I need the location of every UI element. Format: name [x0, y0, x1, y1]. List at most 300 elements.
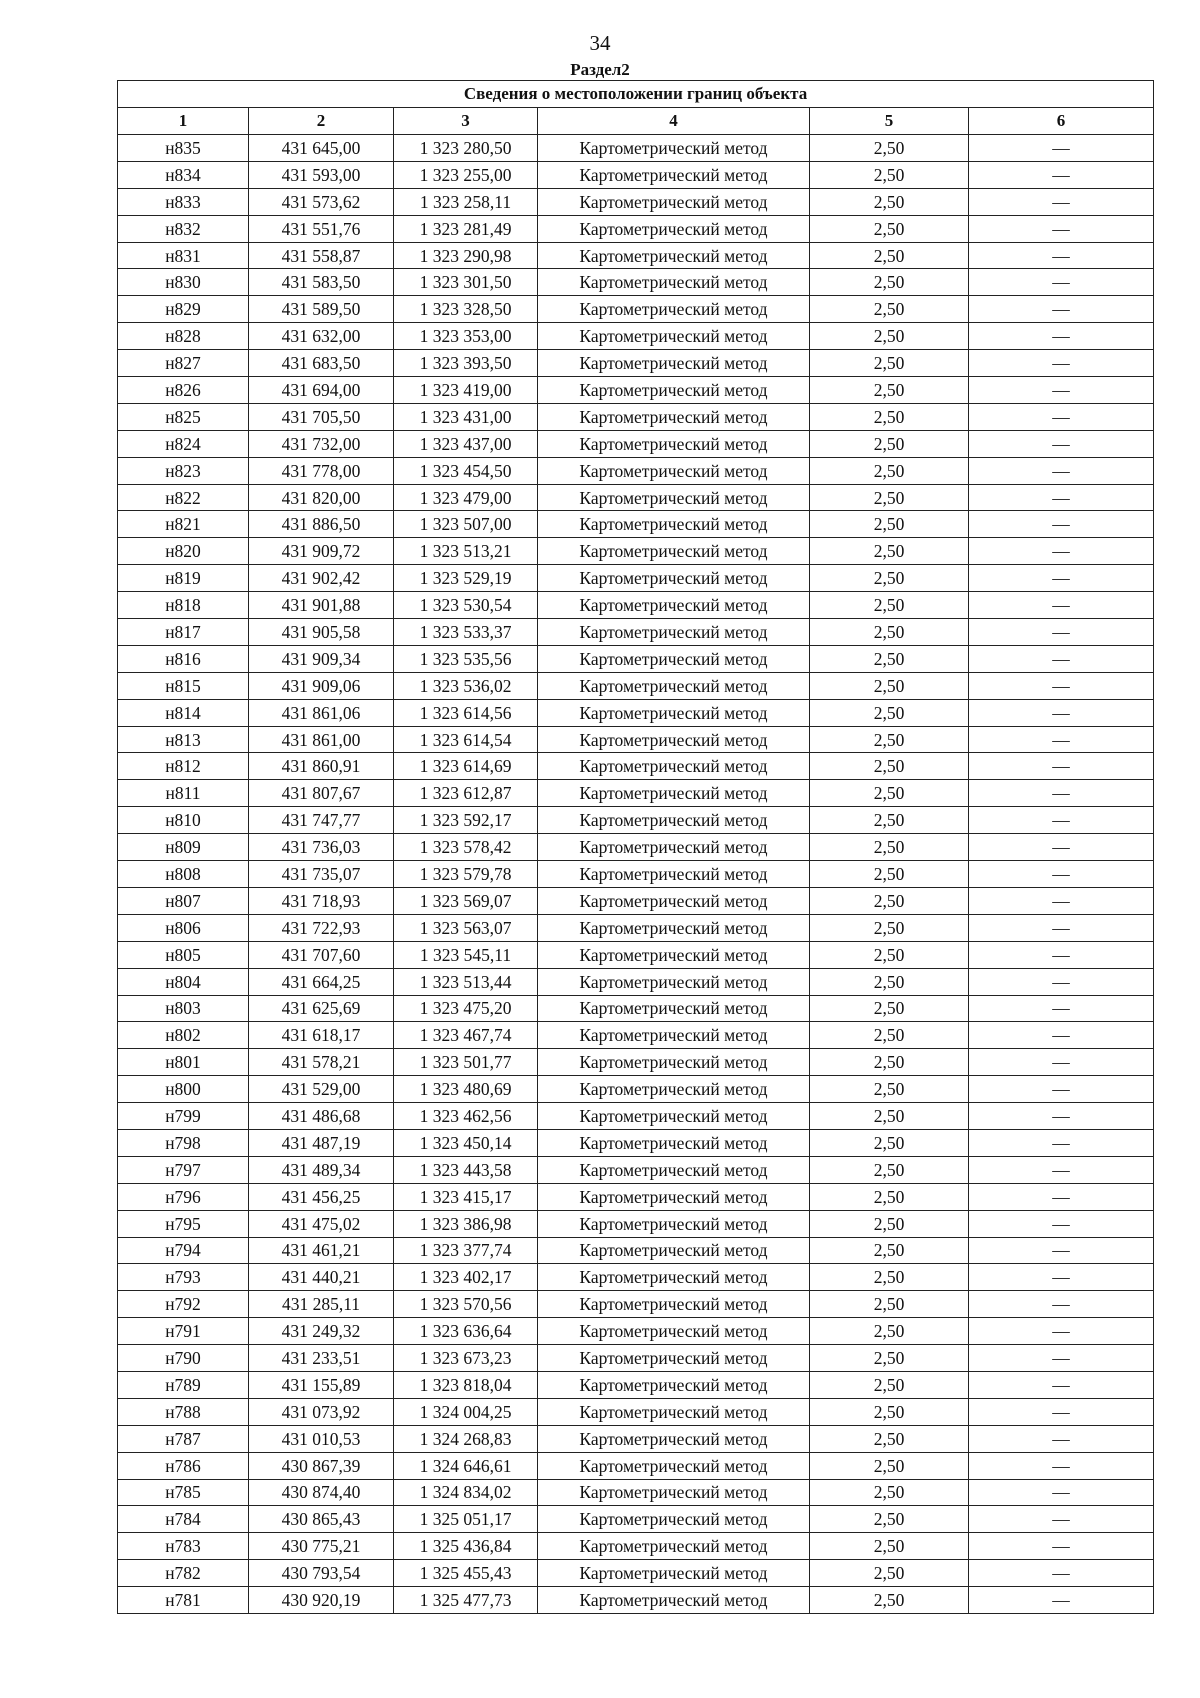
accuracy-cell: 2,50	[810, 403, 969, 430]
accuracy-cell: 2,50	[810, 1022, 969, 1049]
y-coordinate-cell: 1 323 415,17	[394, 1183, 538, 1210]
point-name-cell: н819	[118, 565, 249, 592]
x-coordinate-cell: 431 664,25	[249, 968, 394, 995]
method-cell: Картометрический метод	[538, 1479, 810, 1506]
method-cell: Картометрический метод	[538, 1587, 810, 1614]
table-row	[118, 323, 1154, 350]
point-name-cell: н812	[118, 753, 249, 780]
x-coordinate-cell: 431 489,34	[249, 1156, 394, 1183]
description-cell: —	[969, 457, 1154, 484]
table-row	[118, 807, 1154, 834]
y-coordinate-cell: 1 324 646,61	[394, 1452, 538, 1479]
method-cell: Картометрический метод	[538, 403, 810, 430]
point-name-cell: н798	[118, 1129, 249, 1156]
method-cell: Картометрический метод	[538, 861, 810, 888]
description-cell: —	[969, 538, 1154, 565]
description-cell: —	[969, 1022, 1154, 1049]
description-cell: —	[969, 403, 1154, 430]
method-cell: Картометрический метод	[538, 672, 810, 699]
accuracy-cell: 2,50	[810, 1533, 969, 1560]
description-cell: —	[969, 484, 1154, 511]
description-cell: —	[969, 699, 1154, 726]
table-row	[118, 350, 1154, 377]
table-row	[118, 161, 1154, 188]
accuracy-cell: 2,50	[810, 242, 969, 269]
description-cell: —	[969, 807, 1154, 834]
method-cell: Картометрический метод	[538, 780, 810, 807]
page-number: 34	[589, 31, 611, 55]
table-row	[118, 672, 1154, 699]
table-row	[118, 780, 1154, 807]
accuracy-cell: 2,50	[810, 995, 969, 1022]
table-row	[118, 511, 1154, 538]
table-row	[118, 1210, 1154, 1237]
table-row	[118, 995, 1154, 1022]
x-coordinate-cell: 430 775,21	[249, 1533, 394, 1560]
x-coordinate-cell: 431 589,50	[249, 296, 394, 323]
y-coordinate-cell: 1 323 535,56	[394, 645, 538, 672]
point-name-cell: н785	[118, 1479, 249, 1506]
point-name-cell: н797	[118, 1156, 249, 1183]
table-row	[118, 1452, 1154, 1479]
accuracy-cell: 2,50	[810, 430, 969, 457]
x-coordinate-cell: 431 625,69	[249, 995, 394, 1022]
point-name-cell: н834	[118, 161, 249, 188]
accuracy-cell: 2,50	[810, 592, 969, 619]
y-coordinate-cell: 1 324 834,02	[394, 1479, 538, 1506]
table-row	[118, 215, 1154, 242]
x-coordinate-cell: 431 551,76	[249, 215, 394, 242]
table-row	[118, 1398, 1154, 1425]
description-cell: —	[969, 215, 1154, 242]
table-row	[118, 1533, 1154, 1560]
x-coordinate-cell: 431 618,17	[249, 1022, 394, 1049]
y-coordinate-cell: 1 323 258,11	[394, 188, 538, 215]
description-cell: —	[969, 1318, 1154, 1345]
table-row	[118, 887, 1154, 914]
table-row	[118, 834, 1154, 861]
column-number: 3	[394, 108, 538, 135]
accuracy-cell: 2,50	[810, 161, 969, 188]
y-coordinate-cell: 1 323 454,50	[394, 457, 538, 484]
accuracy-cell: 2,50	[810, 188, 969, 215]
accuracy-cell: 2,50	[810, 807, 969, 834]
x-coordinate-cell: 431 718,93	[249, 887, 394, 914]
point-name-cell: н823	[118, 457, 249, 484]
y-coordinate-cell: 1 323 501,77	[394, 1049, 538, 1076]
accuracy-cell: 2,50	[810, 753, 969, 780]
method-cell: Картометрический метод	[538, 484, 810, 511]
boundary-coordinates-table	[117, 80, 1154, 1614]
accuracy-cell: 2,50	[810, 565, 969, 592]
description-cell: —	[969, 1103, 1154, 1130]
method-cell: Картометрический метод	[538, 941, 810, 968]
method-cell: Картометрический метод	[538, 1425, 810, 1452]
table-row	[118, 296, 1154, 323]
x-coordinate-cell: 431 705,50	[249, 403, 394, 430]
y-coordinate-cell: 1 323 393,50	[394, 350, 538, 377]
method-cell: Картометрический метод	[538, 430, 810, 457]
table-row	[118, 726, 1154, 753]
x-coordinate-cell: 431 909,34	[249, 645, 394, 672]
method-cell: Картометрический метод	[538, 995, 810, 1022]
x-coordinate-cell: 431 905,58	[249, 619, 394, 646]
table-row	[118, 941, 1154, 968]
accuracy-cell: 2,50	[810, 834, 969, 861]
accuracy-cell: 2,50	[810, 269, 969, 296]
table-row	[118, 484, 1154, 511]
point-name-cell: н787	[118, 1425, 249, 1452]
description-cell: —	[969, 941, 1154, 968]
accuracy-cell: 2,50	[810, 914, 969, 941]
accuracy-cell: 2,50	[810, 619, 969, 646]
x-coordinate-cell: 431 909,72	[249, 538, 394, 565]
point-name-cell: н792	[118, 1291, 249, 1318]
y-coordinate-cell: 1 323 480,69	[394, 1076, 538, 1103]
x-coordinate-cell: 431 886,50	[249, 511, 394, 538]
y-coordinate-cell: 1 323 255,00	[394, 161, 538, 188]
description-cell: —	[969, 242, 1154, 269]
method-cell: Картометрический метод	[538, 377, 810, 404]
point-name-cell: н784	[118, 1506, 249, 1533]
description-cell: —	[969, 1291, 1154, 1318]
accuracy-cell: 2,50	[810, 887, 969, 914]
method-cell: Картометрический метод	[538, 1398, 810, 1425]
x-coordinate-cell: 431 573,62	[249, 188, 394, 215]
y-coordinate-cell: 1 323 673,23	[394, 1345, 538, 1372]
x-coordinate-cell: 431 593,00	[249, 161, 394, 188]
description-cell: —	[969, 565, 1154, 592]
x-coordinate-cell: 431 461,21	[249, 1237, 394, 1264]
accuracy-cell: 2,50	[810, 350, 969, 377]
method-cell: Картометрический метод	[538, 565, 810, 592]
accuracy-cell: 2,50	[810, 457, 969, 484]
x-coordinate-cell: 431 820,00	[249, 484, 394, 511]
table-caption: Сведения о местоположении границ объекта	[118, 81, 1154, 108]
table-row	[118, 1371, 1154, 1398]
y-coordinate-cell: 1 323 475,20	[394, 995, 538, 1022]
table-row	[118, 1076, 1154, 1103]
method-cell: Картометрический метод	[538, 1049, 810, 1076]
x-coordinate-cell: 431 683,50	[249, 350, 394, 377]
method-cell: Картометрический метод	[538, 619, 810, 646]
table-row	[118, 1129, 1154, 1156]
table-row	[118, 1049, 1154, 1076]
description-cell: —	[969, 834, 1154, 861]
y-coordinate-cell: 1 323 467,74	[394, 1022, 538, 1049]
y-coordinate-cell: 1 323 513,21	[394, 538, 538, 565]
accuracy-cell: 2,50	[810, 296, 969, 323]
description-cell: —	[969, 1237, 1154, 1264]
accuracy-cell: 2,50	[810, 780, 969, 807]
x-coordinate-cell: 431 732,00	[249, 430, 394, 457]
point-name-cell: н793	[118, 1264, 249, 1291]
point-name-cell: н817	[118, 619, 249, 646]
y-coordinate-cell: 1 323 578,42	[394, 834, 538, 861]
accuracy-cell: 2,50	[810, 484, 969, 511]
table-row	[118, 645, 1154, 672]
table-row	[118, 699, 1154, 726]
accuracy-cell: 2,50	[810, 511, 969, 538]
table-row	[118, 1318, 1154, 1345]
table-row	[118, 1479, 1154, 1506]
point-name-cell: н813	[118, 726, 249, 753]
method-cell: Картометрический метод	[538, 511, 810, 538]
point-name-cell: н786	[118, 1452, 249, 1479]
y-coordinate-cell: 1 323 386,98	[394, 1210, 538, 1237]
x-coordinate-cell: 431 901,88	[249, 592, 394, 619]
x-coordinate-cell: 431 735,07	[249, 861, 394, 888]
table-row	[118, 1560, 1154, 1587]
point-name-cell: н828	[118, 323, 249, 350]
x-coordinate-cell: 431 233,51	[249, 1345, 394, 1372]
accuracy-cell: 2,50	[810, 1506, 969, 1533]
description-cell: —	[969, 619, 1154, 646]
accuracy-cell: 2,50	[810, 323, 969, 350]
method-cell: Картометрический метод	[538, 1318, 810, 1345]
method-cell: Картометрический метод	[538, 1345, 810, 1372]
point-name-cell: н800	[118, 1076, 249, 1103]
y-coordinate-cell: 1 325 436,84	[394, 1533, 538, 1560]
method-cell: Картометрический метод	[538, 242, 810, 269]
y-coordinate-cell: 1 323 530,54	[394, 592, 538, 619]
y-coordinate-cell: 1 325 051,17	[394, 1506, 538, 1533]
y-coordinate-cell: 1 323 437,00	[394, 430, 538, 457]
table-row	[118, 188, 1154, 215]
accuracy-cell: 2,50	[810, 1318, 969, 1345]
accuracy-cell: 2,50	[810, 1452, 969, 1479]
accuracy-cell: 2,50	[810, 699, 969, 726]
point-name-cell: н832	[118, 215, 249, 242]
accuracy-cell: 2,50	[810, 968, 969, 995]
method-cell: Картометрический метод	[538, 968, 810, 995]
accuracy-cell: 2,50	[810, 1398, 969, 1425]
accuracy-cell: 2,50	[810, 1049, 969, 1076]
method-cell: Картометрический метод	[538, 807, 810, 834]
method-cell: Картометрический метод	[538, 350, 810, 377]
point-name-cell: н830	[118, 269, 249, 296]
description-cell: —	[969, 1129, 1154, 1156]
table-row	[118, 619, 1154, 646]
description-cell: —	[969, 1210, 1154, 1237]
table-row	[118, 861, 1154, 888]
column-number: 5	[810, 108, 969, 135]
y-coordinate-cell: 1 323 636,64	[394, 1318, 538, 1345]
description-cell: —	[969, 269, 1154, 296]
accuracy-cell: 2,50	[810, 1425, 969, 1452]
table-row	[118, 1103, 1154, 1130]
x-coordinate-cell: 431 073,92	[249, 1398, 394, 1425]
description-cell: —	[969, 1076, 1154, 1103]
point-name-cell: н811	[118, 780, 249, 807]
x-coordinate-cell: 431 807,67	[249, 780, 394, 807]
x-coordinate-cell: 431 558,87	[249, 242, 394, 269]
y-coordinate-cell: 1 323 280,50	[394, 135, 538, 162]
method-cell: Картометрический метод	[538, 1291, 810, 1318]
description-cell: —	[969, 1371, 1154, 1398]
y-coordinate-cell: 1 323 281,49	[394, 215, 538, 242]
description-cell: —	[969, 726, 1154, 753]
y-coordinate-cell: 1 323 579,78	[394, 861, 538, 888]
table-row	[118, 1264, 1154, 1291]
table-row	[118, 592, 1154, 619]
description-cell: —	[969, 296, 1154, 323]
accuracy-cell: 2,50	[810, 1183, 969, 1210]
point-name-cell: н835	[118, 135, 249, 162]
table-row	[118, 1506, 1154, 1533]
accuracy-cell: 2,50	[810, 215, 969, 242]
accuracy-cell: 2,50	[810, 1237, 969, 1264]
description-cell: —	[969, 1264, 1154, 1291]
method-cell: Картометрический метод	[538, 269, 810, 296]
accuracy-cell: 2,50	[810, 1129, 969, 1156]
accuracy-cell: 2,50	[810, 1076, 969, 1103]
y-coordinate-cell: 1 323 612,87	[394, 780, 538, 807]
point-name-cell: н802	[118, 1022, 249, 1049]
method-cell: Картометрический метод	[538, 887, 810, 914]
table-row	[118, 1345, 1154, 1372]
table-row	[118, 565, 1154, 592]
description-cell: —	[969, 188, 1154, 215]
description-cell: —	[969, 1587, 1154, 1614]
method-cell: Картометрический метод	[538, 645, 810, 672]
accuracy-cell: 2,50	[810, 1587, 969, 1614]
x-coordinate-cell: 431 440,21	[249, 1264, 394, 1291]
point-name-cell: н804	[118, 968, 249, 995]
y-coordinate-cell: 1 323 290,98	[394, 242, 538, 269]
y-coordinate-cell: 1 323 614,54	[394, 726, 538, 753]
method-cell: Картометрический метод	[538, 161, 810, 188]
y-coordinate-cell: 1 323 614,69	[394, 753, 538, 780]
accuracy-cell: 2,50	[810, 135, 969, 162]
y-coordinate-cell: 1 323 450,14	[394, 1129, 538, 1156]
x-coordinate-cell: 431 902,42	[249, 565, 394, 592]
description-cell: —	[969, 1049, 1154, 1076]
y-coordinate-cell: 1 324 268,83	[394, 1425, 538, 1452]
description-cell: —	[969, 861, 1154, 888]
x-coordinate-cell: 431 578,21	[249, 1049, 394, 1076]
method-cell: Картометрический метод	[538, 592, 810, 619]
point-name-cell: н807	[118, 887, 249, 914]
point-name-cell: н805	[118, 941, 249, 968]
method-cell: Картометрический метод	[538, 323, 810, 350]
accuracy-cell: 2,50	[810, 941, 969, 968]
x-coordinate-cell: 431 529,00	[249, 1076, 394, 1103]
x-coordinate-cell: 431 860,91	[249, 753, 394, 780]
table-row	[118, 457, 1154, 484]
y-coordinate-cell: 1 323 545,11	[394, 941, 538, 968]
y-coordinate-cell: 1 323 377,74	[394, 1237, 538, 1264]
accuracy-cell: 2,50	[810, 538, 969, 565]
y-coordinate-cell: 1 323 431,00	[394, 403, 538, 430]
x-coordinate-cell: 431 645,00	[249, 135, 394, 162]
description-cell: —	[969, 135, 1154, 162]
point-name-cell: н795	[118, 1210, 249, 1237]
description-cell: —	[969, 645, 1154, 672]
y-coordinate-cell: 1 323 569,07	[394, 887, 538, 914]
y-coordinate-cell: 1 323 443,58	[394, 1156, 538, 1183]
x-coordinate-cell: 431 475,02	[249, 1210, 394, 1237]
point-name-cell: н782	[118, 1560, 249, 1587]
method-cell: Картометрический метод	[538, 699, 810, 726]
method-cell: Картометрический метод	[538, 1210, 810, 1237]
point-name-cell: н791	[118, 1318, 249, 1345]
point-name-cell: н826	[118, 377, 249, 404]
point-name-cell: н815	[118, 672, 249, 699]
table-row	[118, 403, 1154, 430]
point-name-cell: н788	[118, 1398, 249, 1425]
point-name-cell: н822	[118, 484, 249, 511]
table-row	[118, 1587, 1154, 1614]
y-coordinate-cell: 1 323 419,00	[394, 377, 538, 404]
point-name-cell: н803	[118, 995, 249, 1022]
table-row	[118, 968, 1154, 995]
method-cell: Картометрический метод	[538, 753, 810, 780]
accuracy-cell: 2,50	[810, 645, 969, 672]
y-coordinate-cell: 1 323 818,04	[394, 1371, 538, 1398]
accuracy-cell: 2,50	[810, 861, 969, 888]
method-cell: Картометрический метод	[538, 538, 810, 565]
point-name-cell: н829	[118, 296, 249, 323]
x-coordinate-cell: 430 867,39	[249, 1452, 394, 1479]
point-name-cell: н801	[118, 1049, 249, 1076]
y-coordinate-cell: 1 323 479,00	[394, 484, 538, 511]
table-row	[118, 753, 1154, 780]
method-cell: Картометрический метод	[538, 1237, 810, 1264]
accuracy-cell: 2,50	[810, 1264, 969, 1291]
y-coordinate-cell: 1 323 301,50	[394, 269, 538, 296]
point-name-cell: н808	[118, 861, 249, 888]
x-coordinate-cell: 431 249,32	[249, 1318, 394, 1345]
accuracy-cell: 2,50	[810, 1345, 969, 1372]
x-coordinate-cell: 431 861,06	[249, 699, 394, 726]
table-row	[118, 242, 1154, 269]
point-name-cell: н799	[118, 1103, 249, 1130]
column-number: 1	[118, 108, 249, 135]
table-row	[118, 1291, 1154, 1318]
description-cell: —	[969, 323, 1154, 350]
x-coordinate-cell: 431 861,00	[249, 726, 394, 753]
point-name-cell: н796	[118, 1183, 249, 1210]
point-name-cell: н833	[118, 188, 249, 215]
point-name-cell: н816	[118, 645, 249, 672]
point-name-cell: н831	[118, 242, 249, 269]
description-cell: —	[969, 995, 1154, 1022]
table-row	[118, 1237, 1154, 1264]
table-row	[118, 914, 1154, 941]
point-name-cell: н783	[118, 1533, 249, 1560]
accuracy-cell: 2,50	[810, 1156, 969, 1183]
point-name-cell: н825	[118, 403, 249, 430]
table-row	[118, 377, 1154, 404]
method-cell: Картометрический метод	[538, 1264, 810, 1291]
y-coordinate-cell: 1 323 353,00	[394, 323, 538, 350]
x-coordinate-cell: 431 155,89	[249, 1371, 394, 1398]
table-row	[118, 269, 1154, 296]
accuracy-cell: 2,50	[810, 1371, 969, 1398]
y-coordinate-cell: 1 323 563,07	[394, 914, 538, 941]
description-cell: —	[969, 968, 1154, 995]
y-coordinate-cell: 1 324 004,25	[394, 1398, 538, 1425]
accuracy-cell: 2,50	[810, 726, 969, 753]
y-coordinate-cell: 1 323 513,44	[394, 968, 538, 995]
description-cell: —	[969, 753, 1154, 780]
point-name-cell: н821	[118, 511, 249, 538]
accuracy-cell: 2,50	[810, 1479, 969, 1506]
point-name-cell: н818	[118, 592, 249, 619]
method-cell: Картометрический метод	[538, 457, 810, 484]
description-cell: —	[969, 1398, 1154, 1425]
